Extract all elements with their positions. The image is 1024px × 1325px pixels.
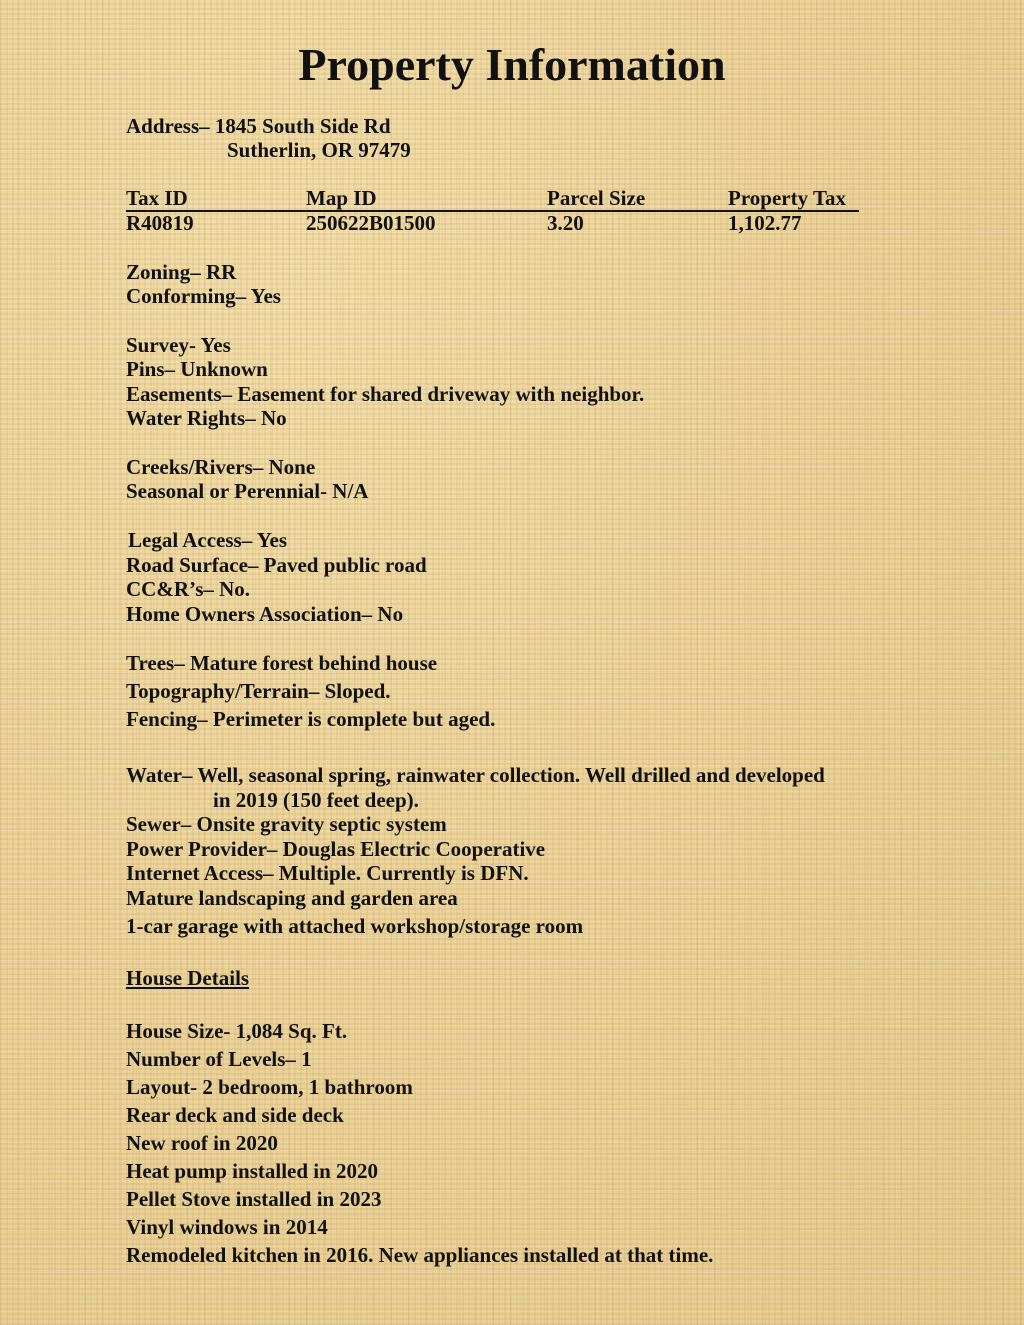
conforming: Conforming– Yes [126,284,281,308]
value-tax-id: R40819 [126,211,194,235]
water-line-2: in 2019 (150 feet deep). [213,788,419,812]
address-line-1: Address– 1845 South Side Rd [126,114,391,138]
address-line-2: Sutherlin, OR 97479 [227,138,411,162]
house-item: Heat pump installed in 2020 [126,1159,379,1183]
header-parcel-size: Parcel Size [547,186,646,210]
power-provider: Power Provider– Douglas Electric Cooperative [126,837,546,861]
topography: Topography/Terrain– Sloped. [126,679,391,703]
internet-access: Internet Access– Multiple. Currently is DFN. [126,861,529,885]
garage: 1-car garage with attached workshop/storage room [126,914,584,938]
tax-table-header [126,186,859,212]
header-map-id: Map ID [306,186,377,210]
fencing: Fencing– Perimeter is complete but aged. [126,707,496,731]
house-details-heading: House Details [126,966,250,990]
sewer: Sewer– Onsite gravity septic system [126,812,447,836]
creeks-rivers: Creeks/Rivers– None [126,455,316,479]
house-item: House Size- 1,084 Sq. Ft. [126,1019,348,1043]
ccrs: CC&R’s– No. [126,577,251,601]
house-item: New roof in 2020 [126,1131,278,1155]
pins: Pins– Unknown [126,357,268,381]
road-surface: Road Surface– Paved public road [126,553,427,577]
home-owners-association: Home Owners Association– No [126,602,404,626]
landscaping: Mature landscaping and garden area [126,886,458,910]
value-parcel-size: 3.20 [547,211,584,235]
value-map-id: 250622B01500 [306,211,436,235]
page-title: Property Information [298,39,726,90]
header-tax-id: Tax ID [126,186,188,210]
trees: Trees– Mature forest behind house [126,651,438,675]
zoning: Zoning– RR [126,260,237,284]
house-item: Pellet Stove installed in 2023 [126,1187,382,1211]
value-property-tax: 1,102.77 [728,211,802,235]
header-property-tax: Property Tax [728,186,847,210]
house-item: Vinyl windows in 2014 [126,1215,328,1239]
house-item: Remodeled kitchen in 2016. New appliances installed at that time. [126,1243,714,1267]
easements: Easements– Easement for shared driveway with neighbor. [126,382,645,406]
water-line-1: Water– Well, seasonal spring, rainwater collection. Well drilled and developed [126,763,825,787]
survey: Survey- Yes [126,333,231,357]
house-item: Rear deck and side deck [126,1103,344,1127]
legal-access: Legal Access– Yes [128,528,288,552]
house-item: Layout- 2 bedroom, 1 bathroom [126,1075,413,1099]
house-item: Number of Levels– 1 [126,1047,312,1071]
water-rights: Water Rights– No [126,406,287,430]
seasonal-perennial: Seasonal or Perennial- N/A [126,479,369,503]
